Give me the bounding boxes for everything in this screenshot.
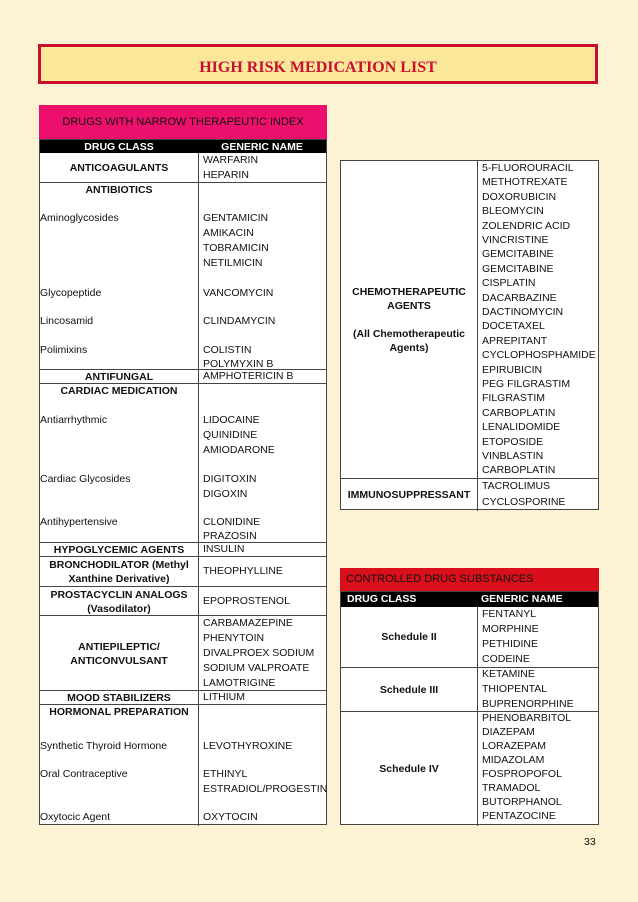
page-title: HIGH RISK MEDICATION LIST xyxy=(199,59,437,76)
drug-name: TRAMADOL xyxy=(482,782,541,794)
drug-name: WARFARIN xyxy=(203,154,259,166)
drug-name: 5-FLUOROURACIL xyxy=(482,162,574,174)
drug-name: CYCLOPHOSPHAMIDE xyxy=(482,349,596,362)
class-hypoglycemic: HYPOGLYCEMIC AGENTS xyxy=(53,544,185,556)
class-cardiac-cell xyxy=(40,384,198,543)
drug-name: ETHINYL xyxy=(203,768,248,780)
drug-name: CODEINE xyxy=(482,653,530,665)
col-header-generic-name: GENERIC NAME xyxy=(221,140,303,153)
drug-name: ESTRADIOL/PROGESTIN xyxy=(203,783,328,795)
table-row xyxy=(40,556,326,587)
class-label-line: (Vasodilator) xyxy=(87,602,151,615)
drugs-schedule-iii xyxy=(477,668,598,712)
table-row xyxy=(40,182,326,370)
class-label-line: (All Chemotherapeutic xyxy=(352,327,465,340)
drugs-hormonal xyxy=(198,705,326,826)
class-immunosuppressant: IMMUNOSUPPRESSANT xyxy=(347,489,471,501)
drug-name: DOCETAXEL xyxy=(482,320,545,333)
subclass-lincosamid: Lincosamid xyxy=(40,315,94,327)
drug-name: LENALIDOMIDE xyxy=(482,421,561,434)
drugs-chemotherapeutic xyxy=(477,161,598,478)
drugs-immunosuppressant xyxy=(477,479,598,511)
drugs-schedule-ii xyxy=(477,607,598,667)
subclass-cardiac-glycosides: Cardiac Glycosides xyxy=(40,473,131,485)
subclass-thyroid: Synthetic Thyroid Hormone xyxy=(40,740,168,752)
drug-name: VINBLASTIN xyxy=(482,450,544,462)
drug-name: COLISTIN xyxy=(203,344,252,356)
drug-name: AMPHOTERICIN B xyxy=(203,370,294,382)
drug-name: DIGITOXIN xyxy=(203,473,257,485)
drug-name: DOXORUBICIN xyxy=(482,190,557,203)
drug-name: TACROLIMUS xyxy=(482,480,551,492)
drug-name: SODIUM VALPROATE xyxy=(203,662,310,674)
drug-name: APREPITANT xyxy=(482,334,548,347)
drugs-schedule-iv xyxy=(477,712,598,826)
class-label-line: PROSTACYCLIN ANALOGS xyxy=(50,588,188,601)
subclass-polimixins: Polimixins xyxy=(40,344,88,356)
table-row xyxy=(341,161,598,478)
drug-name: DIVALPROEX SODIUM xyxy=(203,647,315,659)
drug-name: PETHIDINE xyxy=(482,638,539,650)
drug-name: CYCLOSPORINE xyxy=(482,496,566,508)
drug-name: DIAZEPAM xyxy=(482,726,535,738)
schedule-iii: Schedule III xyxy=(379,684,439,696)
controlled-title: CONTROLLED DRUG SUBSTANCES xyxy=(346,573,534,585)
class-prostacyclin xyxy=(40,587,198,616)
drug-name: ETOPOSIDE xyxy=(482,435,544,448)
class-antiepileptic xyxy=(40,616,198,691)
drug-name: DACTINOMYCIN xyxy=(482,306,564,318)
drug-name: PRAZOSIN xyxy=(203,530,257,542)
drug-name: PEG FILGRASTIM xyxy=(482,378,571,390)
table-row xyxy=(40,369,326,384)
drug-name: KETAMINE xyxy=(482,668,535,680)
drug-name: POLYMYXIN B xyxy=(203,358,274,370)
subclass-aminoglycosides: Aminoglycosides xyxy=(40,212,119,224)
drug-name: PHENOBARBITOL xyxy=(482,712,572,724)
drug-name: CARBOPLATIN xyxy=(482,464,556,477)
drug-name: CLONIDINE xyxy=(203,516,261,528)
chemo-table xyxy=(340,160,599,510)
table-row xyxy=(341,711,598,826)
col-header-drug-class: DRUG CLASS xyxy=(347,593,417,605)
class-antibiotics-cell xyxy=(40,183,198,370)
drug-name: MIDAZOLAM xyxy=(482,754,545,766)
class-hormonal-cell xyxy=(40,705,198,826)
drug-name: DACARBAZINE xyxy=(482,291,557,304)
drug-name: BLEOMYCIN xyxy=(482,205,544,218)
class-bronchodilator xyxy=(40,557,198,587)
drug-name: QUINIDINE xyxy=(203,429,258,441)
drug-name: VINCRISTINE xyxy=(482,234,549,246)
subclass-glycopeptide: Glycopeptide xyxy=(40,287,102,299)
table-header-row xyxy=(40,140,326,153)
class-mood-stabilizers: MOOD STABILIZERS xyxy=(67,692,171,704)
drug-name: PENTAZOCINE xyxy=(482,810,556,822)
drug-name: DIGOXIN xyxy=(203,488,248,500)
drug-name: THIOPENTAL xyxy=(482,683,548,695)
class-hormonal: HORMONAL PREPARATION xyxy=(49,706,189,718)
drug-name: THEOPHYLLINE xyxy=(203,565,283,577)
drug-name: FILGRASTIM xyxy=(482,392,546,405)
class-antibiotics: ANTIBIOTICS xyxy=(85,184,153,196)
drug-name: TOBRAMICIN xyxy=(203,242,269,254)
subclass-antihypertensive: Antihypertensive xyxy=(40,516,118,528)
drug-name: VANCOMYCIN xyxy=(203,287,274,299)
drug-name: CLINDAMYCIN xyxy=(203,315,276,327)
drugs-bronchodilator xyxy=(198,557,326,587)
class-label-line: Xanthine Derivative) xyxy=(68,573,170,585)
class-antifungal: ANTIFUNGAL xyxy=(84,371,154,383)
drugs-anticoagulants xyxy=(198,153,326,182)
page-number: 33 xyxy=(584,836,596,848)
table-row xyxy=(341,667,598,712)
drug-name: LITHIUM xyxy=(203,691,245,703)
table-header-row xyxy=(341,592,598,607)
class-label-line: BRONCHODILATOR (Methyl xyxy=(49,559,189,571)
drug-name: OXYTOCIN xyxy=(203,811,258,823)
drug-name: FENTANYL xyxy=(482,608,537,620)
drug-name: EPOPROSTENOL xyxy=(203,595,290,607)
drug-name: BUTORPHANOL xyxy=(482,796,562,808)
narrow-index-header xyxy=(39,105,327,139)
col-header-drug-class: DRUG CLASS xyxy=(84,140,154,153)
drug-name: GENTAMICIN xyxy=(203,212,269,224)
narrow-index-title: DRUGS WITH NARROW THERAPEUTIC INDEX xyxy=(62,116,304,128)
table-row xyxy=(40,542,326,557)
table-row xyxy=(40,704,326,826)
drug-name: CARBAMAZEPINE xyxy=(203,617,293,629)
table-row xyxy=(40,615,326,691)
drug-name: ZOLENDRIC ACID xyxy=(482,219,571,232)
drug-name: PHENYTOIN xyxy=(203,632,265,644)
table-row xyxy=(40,153,326,182)
class-label-line: ANTIEPILEPTIC/ xyxy=(78,640,160,653)
drug-name: LAMOTRIGINE xyxy=(203,677,276,689)
class-label-line: AGENTS xyxy=(387,299,431,312)
controlled-substances-header xyxy=(340,568,599,591)
drug-name: HEPARIN xyxy=(203,169,249,181)
class-label-line: CHEMOTHERAPEUTIC xyxy=(352,285,466,298)
drugs-antibiotics xyxy=(198,183,326,370)
controlled-table xyxy=(340,591,599,825)
drug-name: INSULIN xyxy=(203,543,245,555)
drug-name: METHOTREXATE xyxy=(482,176,568,189)
drug-name: FOSPROPOFOL xyxy=(482,768,562,780)
drug-name: LORAZEPAM xyxy=(482,740,546,752)
drugs-hypoglycemic xyxy=(198,543,326,557)
drug-name: BUPRENORPHINE xyxy=(482,698,574,710)
table-row xyxy=(40,383,326,543)
subclass-contraceptive: Oral Contraceptive xyxy=(40,768,128,780)
subclass-oxytocic: Oxytocic Agent xyxy=(40,811,111,823)
subclass-antiarrhythmic: Antiarrhythmic xyxy=(40,414,108,426)
drugs-prostacyclin xyxy=(198,587,326,616)
drug-name: LIDOCAINE xyxy=(203,414,260,426)
schedule-iv: Schedule IV xyxy=(379,763,439,775)
table-row xyxy=(40,690,326,705)
drug-name: MORPHINE xyxy=(482,623,539,635)
drug-name: NETILMICIN xyxy=(203,257,263,269)
class-chemotherapeutic xyxy=(341,161,477,478)
drugs-antiepileptic xyxy=(198,616,326,691)
drug-name: EPIRUBICIN xyxy=(482,363,543,376)
drug-name: CISPLATIN xyxy=(482,277,536,290)
drugs-mood xyxy=(198,691,326,705)
drug-name: AMIKACIN xyxy=(203,227,254,239)
table-row xyxy=(341,607,598,667)
table-row xyxy=(341,478,598,511)
narrow-index-table xyxy=(39,139,327,825)
title-banner xyxy=(38,44,598,84)
drug-name: GEMCITABINE xyxy=(482,262,554,275)
table-row xyxy=(40,586,326,616)
class-anticoagulants: ANTICOAGULANTS xyxy=(69,161,169,174)
drug-name: CARBOPLATIN xyxy=(482,406,556,419)
class-label-line: Agents) xyxy=(389,341,429,354)
col-header-generic-name: GENERIC NAME xyxy=(481,593,563,605)
drug-name: AMIODARONE xyxy=(203,444,275,456)
drug-name: GEMCITABINE xyxy=(482,248,554,261)
drug-name: LEVOTHYROXINE xyxy=(203,740,293,752)
drugs-cardiac xyxy=(198,384,326,543)
drugs-antifungal xyxy=(198,370,326,384)
schedule-ii: Schedule II xyxy=(381,631,437,643)
class-label-line: ANTICONVULSANT xyxy=(70,654,168,667)
class-cardiac: CARDIAC MEDICATION xyxy=(60,385,178,397)
